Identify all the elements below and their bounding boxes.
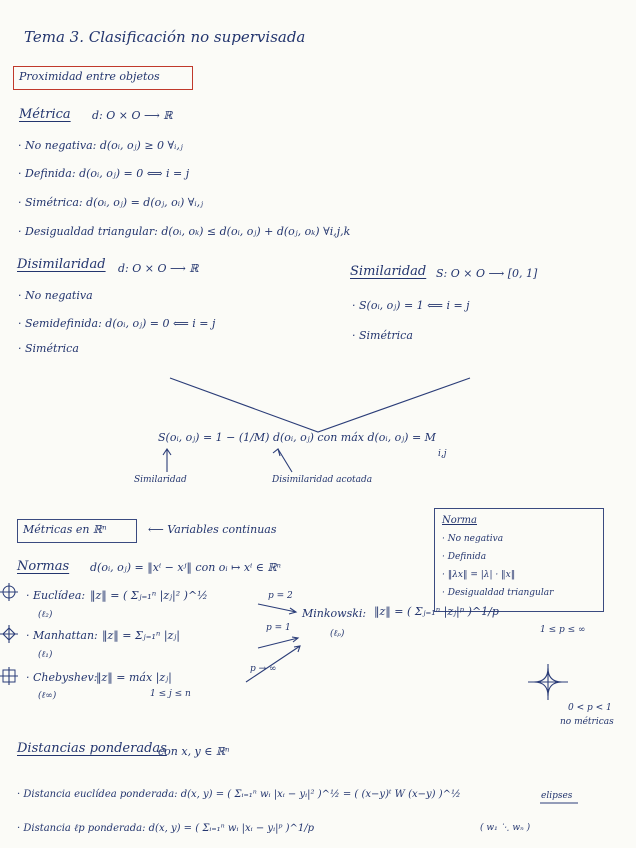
- similaridad-def: S: O × O ⟶ [0, 1]: [436, 267, 538, 280]
- arrow-p2-label: p = 2: [268, 591, 293, 601]
- arrow-pinf-label: p → ∞: [250, 664, 277, 674]
- manhattan-formula: ‖z‖ = Σⱼ₌₁ⁿ |zⱼ|: [102, 629, 180, 642]
- label-similaridad: Similaridad: [134, 475, 187, 485]
- relation-formula: S(oᵢ, oⱼ) = 1 − (1/M) d(oᵢ, oⱼ) con máx d(oᵢ, oⱼ) = M: [158, 431, 436, 444]
- similaridad-prop: · S(oᵢ, oⱼ) = 1 ⟸ i = j: [352, 299, 470, 312]
- norma-item: · Desigualdad triangular: [442, 588, 554, 598]
- ponderadas-heading: Distancias ponderadas: [17, 741, 167, 756]
- disimilaridad-prop: · No negativa: [18, 289, 93, 302]
- proximidad-heading: Proximidad entre objetos: [19, 70, 160, 83]
- norma-title: Norma: [442, 515, 477, 526]
- disimilaridad-arrow: [278, 449, 292, 472]
- normas-heading: Normas: [17, 559, 70, 574]
- chebyshev-formula: ‖z‖ = máx |zⱼ|: [96, 671, 172, 684]
- manhattan-tag: (ℓ₁): [38, 650, 53, 660]
- euclidea-tag: (ℓ₂): [38, 610, 53, 620]
- norma-item: · No negativa: [442, 534, 504, 544]
- metrica-prop: · Desigualdad triangular: d(oᵢ, oₖ) ≤ d(oᵢ, oⱼ) + d(oⱼ, oₖ) ∀i,j,k: [18, 225, 351, 238]
- euclidea-formula: ‖z‖ = ( Σⱼ₌₁ⁿ |zⱼ|² )^½: [90, 589, 208, 602]
- v-chevron: [170, 378, 470, 432]
- metricas-rn-note: ⟵ Variables continuas: [148, 523, 277, 536]
- normas-def: d(oᵢ, oⱼ) = ‖xⁱ − xʲ‖ con oᵢ ↦ xⁱ ∈ ℝⁿ: [90, 561, 281, 574]
- minkowski-formula: ‖z‖ = ( Σⱼ₌₁ⁿ |zⱼ|ᵖ )^1/p: [374, 605, 499, 618]
- disimilaridad-prop: · Simétrica: [18, 342, 79, 355]
- chebyshev-sub: 1 ≤ j ≤ n: [150, 689, 191, 699]
- arrow-p1: [258, 638, 298, 648]
- metrica-prop: · No negativa: d(oᵢ, oⱼ) ≥ 0 ∀ᵢ,ⱼ: [18, 139, 183, 152]
- ponderada-lp: · Distancia ℓp ponderada: d(x, y) = ( Σᵢ₌₁ⁿ wᵢ |xᵢ − yᵢ|ᵖ )^1/p: [17, 823, 315, 834]
- ponderada-euclidea: · Distancia euclídea ponderada: d(x, y) = ( Σᵢ₌₁ⁿ wᵢ |xᵢ − yᵢ|² )^½ = ( (x−y)ᵗ W (x−y) )^½: [17, 789, 461, 800]
- label-disimilaridad-acotada: Disimilaridad acotada: [272, 475, 373, 485]
- disimilaridad-prop: · Semidefinida: d(oᵢ, oⱼ) = 0 ⟸ i = j: [18, 317, 216, 330]
- disimilaridad-heading: Disimilaridad: [17, 257, 106, 272]
- disimilaridad-def: d: O × O ⟶ ℝ: [118, 262, 199, 275]
- metricas-rn-heading: Métricas en ℝⁿ: [23, 523, 107, 536]
- metrica-prop: · Definida: d(oᵢ, oⱼ) = 0 ⟺ i = j: [18, 167, 190, 180]
- minkowski-name: Minkowski:: [302, 607, 367, 620]
- small-note: 0 < p < 1: [568, 703, 612, 713]
- page-title: Tema 3. Clasificación no supervisada: [24, 28, 306, 46]
- arrow-p1-label: p = 1: [266, 623, 291, 633]
- metrica-def: d: O × O ⟶ ℝ: [92, 109, 173, 122]
- minkowski-tag: (ℓₚ): [330, 629, 345, 639]
- chebyshev-tag: (ℓ∞): [38, 691, 57, 701]
- minkowski-range: 1 ≤ p ≤ ∞: [540, 625, 586, 635]
- metrica-prop: · Simétrica: d(oᵢ, oⱼ) = d(oⱼ, oᵢ) ∀ᵢ,ⱼ: [18, 196, 204, 209]
- manhattan-name: · Manhattan:: [26, 629, 98, 642]
- chebyshev-name: · Chebyshev:: [26, 671, 98, 684]
- norma-item: · Definida: [442, 552, 487, 562]
- ponderadas-def: con x, y ∈ ℝⁿ: [158, 745, 230, 758]
- small-note: no métricas: [560, 717, 614, 727]
- relation-sub: i,j: [438, 449, 447, 459]
- norma-item: · ‖λx‖ = |λ| · ‖x‖: [442, 570, 516, 580]
- similaridad-prop: · Simétrica: [352, 329, 413, 342]
- euclidea-name: · Euclídea:: [26, 589, 86, 602]
- elipses-label: elipses: [541, 791, 573, 801]
- metrica-heading: Métrica: [19, 107, 71, 122]
- similaridad-heading: Similaridad: [350, 264, 427, 279]
- weight-matrix: ( w₁ ⋱ wₙ ): [480, 823, 531, 833]
